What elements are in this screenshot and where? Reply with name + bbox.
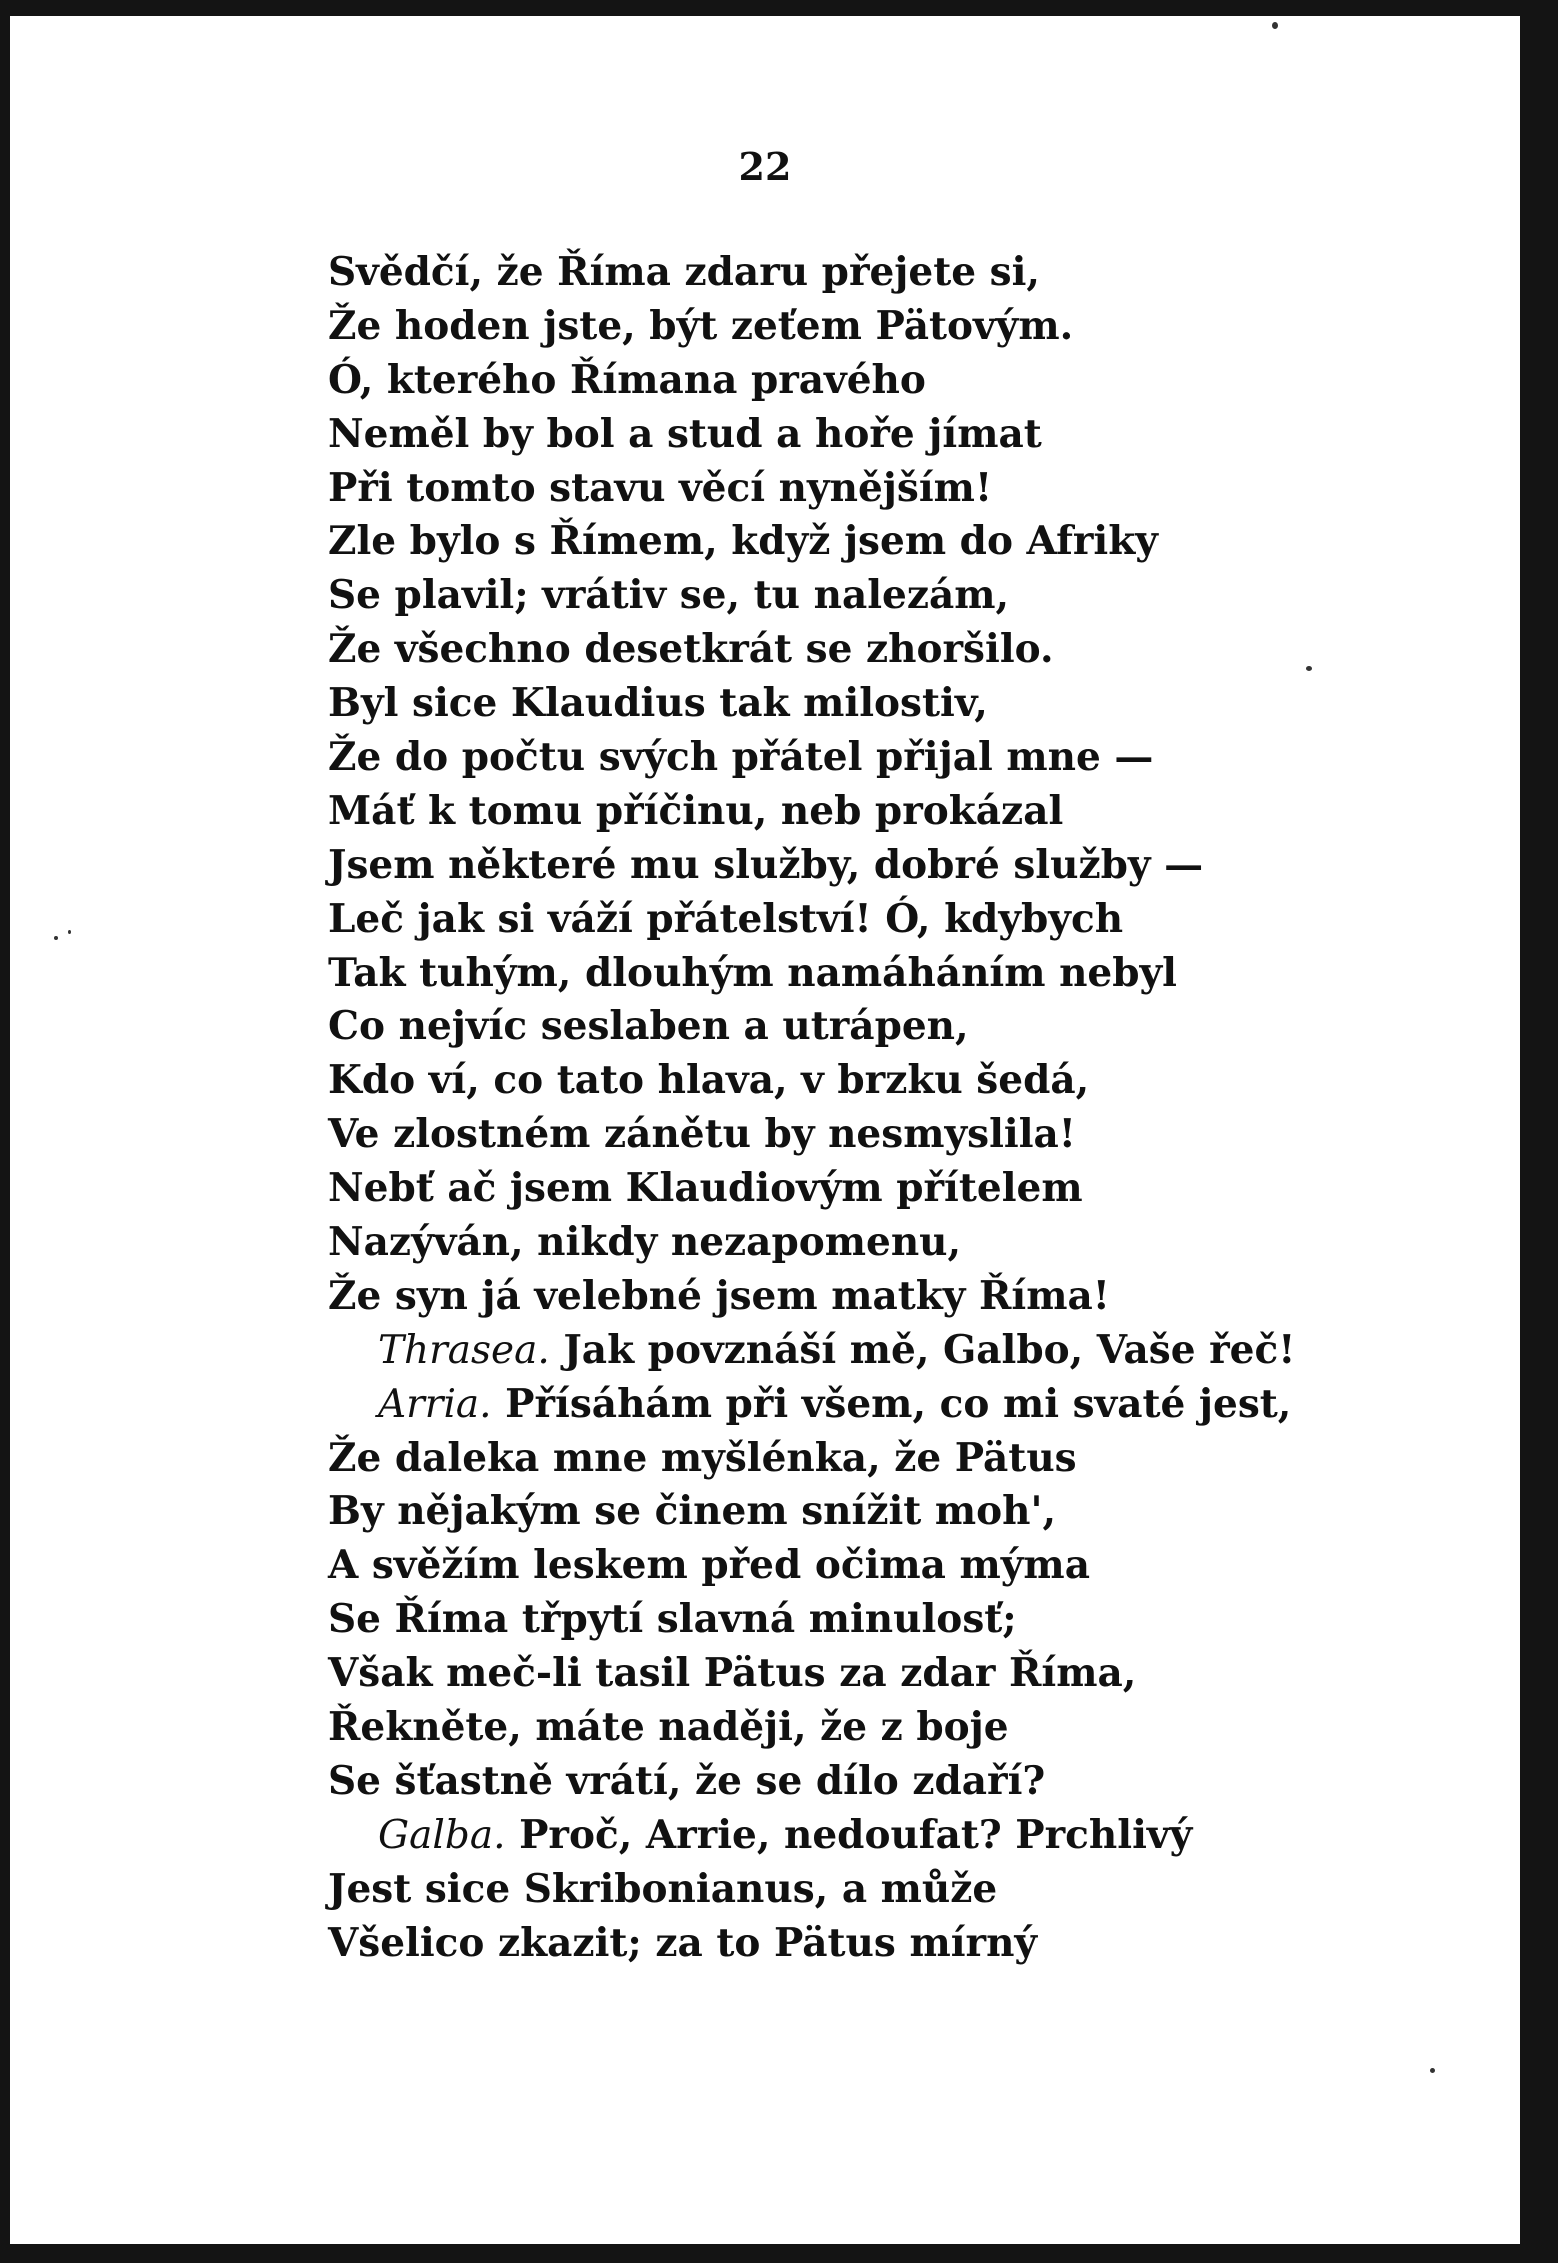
verse-line xyxy=(328,677,1295,731)
verse-line xyxy=(328,354,1295,408)
verse-line xyxy=(328,515,1295,569)
verse-line xyxy=(328,1270,1295,1324)
line-text: Se plavil; vrátiv se, tu nalezám, xyxy=(328,572,1010,619)
line-text: Nebť ač jsem Klaudiovým přítelem xyxy=(328,1165,1083,1212)
speaker-name: Arria. xyxy=(378,1381,492,1427)
verse-line xyxy=(328,300,1295,354)
line-text: Máť k tomu příčinu, neb prokázal xyxy=(328,787,1064,834)
verse-line xyxy=(328,1054,1295,1108)
line-text: Řekněte, máte naději, že z boje xyxy=(328,1704,1009,1751)
verse-line xyxy=(328,947,1295,1001)
verse-line xyxy=(328,1000,1295,1054)
line-text: Tak tuhým, dlouhým namáháním nebyl xyxy=(328,949,1177,996)
verse-line xyxy=(328,1324,1295,1378)
verse-line xyxy=(328,1378,1295,1432)
line-text: Zle bylo s Římem, když jsem do Afriky xyxy=(328,518,1158,565)
verse-line xyxy=(328,1432,1295,1486)
line-text: Co nejvíc seslaben a utrápen, xyxy=(328,1003,969,1050)
line-text: Však meč-li tasil Pätus za zdar Říma, xyxy=(328,1650,1137,1697)
line-text: Svědčí, že Říma zdaru přejete si, xyxy=(328,249,1040,295)
verse-line xyxy=(328,1755,1295,1809)
verse-line xyxy=(328,1647,1295,1701)
verse-line xyxy=(328,1108,1295,1162)
line-text: Všelico zkazit; za to Pätus mírný xyxy=(328,1919,1038,1966)
line-text: Ó, kterého Římana pravého xyxy=(328,356,926,403)
speaker-name: Thrasea. xyxy=(378,1327,550,1373)
line-text: Jak povznáší mě, Galbo, Vaše řeč! xyxy=(549,1326,1296,1373)
speaker-name: Galba. xyxy=(378,1812,506,1858)
line-text: Nazýván, nikdy nezapomenu, xyxy=(328,1219,962,1266)
line-text: Proč, Arrie, nedoufat? Prchlivý xyxy=(505,1811,1193,1858)
line-text: Kdo ví, co tato hlava, v brzku šedá, xyxy=(328,1057,1090,1104)
verse-line xyxy=(328,1593,1295,1647)
verse-text xyxy=(328,246,1295,1971)
line-text: By nějakým se činem snížit moh', xyxy=(328,1488,1057,1535)
verse-line xyxy=(328,1539,1295,1593)
verse-line xyxy=(328,893,1295,947)
verse-line xyxy=(328,785,1295,839)
book-page xyxy=(10,16,1520,2244)
line-text: Že hoden jste, být zeťem Pätovým. xyxy=(328,302,1074,349)
line-text: Přísáhám při všem, co mi svaté jest, xyxy=(491,1380,1292,1427)
verse-line xyxy=(328,1863,1295,1917)
line-text: Byl sice Klaudius tak milostiv, xyxy=(328,680,988,727)
line-text: Se Říma třpytí slavná minulosť; xyxy=(328,1596,1017,1643)
line-text: Že daleka mne myšlénka, že Pätus xyxy=(328,1434,1077,1481)
verse-line xyxy=(328,1809,1295,1863)
line-text: Že všechno desetkrát se zhoršilo. xyxy=(328,626,1054,673)
verse-line xyxy=(328,1216,1295,1270)
line-text: Neměl by bol a stud a hoře jímat xyxy=(328,410,1042,457)
verse-line xyxy=(328,246,1295,300)
verse-line xyxy=(328,462,1295,516)
line-text: Že syn já velebné jsem matky Říma! xyxy=(328,1272,1110,1319)
verse-line xyxy=(328,1162,1295,1216)
verse-line xyxy=(328,569,1295,623)
line-text: Že do počtu svých přátel přijal mne — xyxy=(328,734,1154,781)
line-text: Ve zlostném zánětu by nesmyslila! xyxy=(328,1111,1076,1158)
verse-line xyxy=(328,408,1295,462)
line-text: Jsem některé mu služby, dobré služby — xyxy=(328,841,1204,888)
line-text: Při tomto stavu věcí nynějším! xyxy=(328,464,993,511)
line-text: Se šťastně vrátí, že se dílo zdaří? xyxy=(328,1757,1046,1804)
line-text: Leč jak si váží přátelství! Ó, kdybych xyxy=(328,895,1124,942)
verse-line xyxy=(328,731,1295,785)
verse-line xyxy=(328,1917,1295,1971)
verse-line xyxy=(328,839,1295,893)
verse-line xyxy=(328,623,1295,677)
line-text: Jest sice Skribonianus, a může xyxy=(328,1865,998,1912)
line-text: A svěžím leskem před očima mýma xyxy=(328,1542,1090,1589)
verse-line xyxy=(328,1485,1295,1539)
verse-line xyxy=(328,1701,1295,1755)
page-number: 22 xyxy=(738,144,792,189)
